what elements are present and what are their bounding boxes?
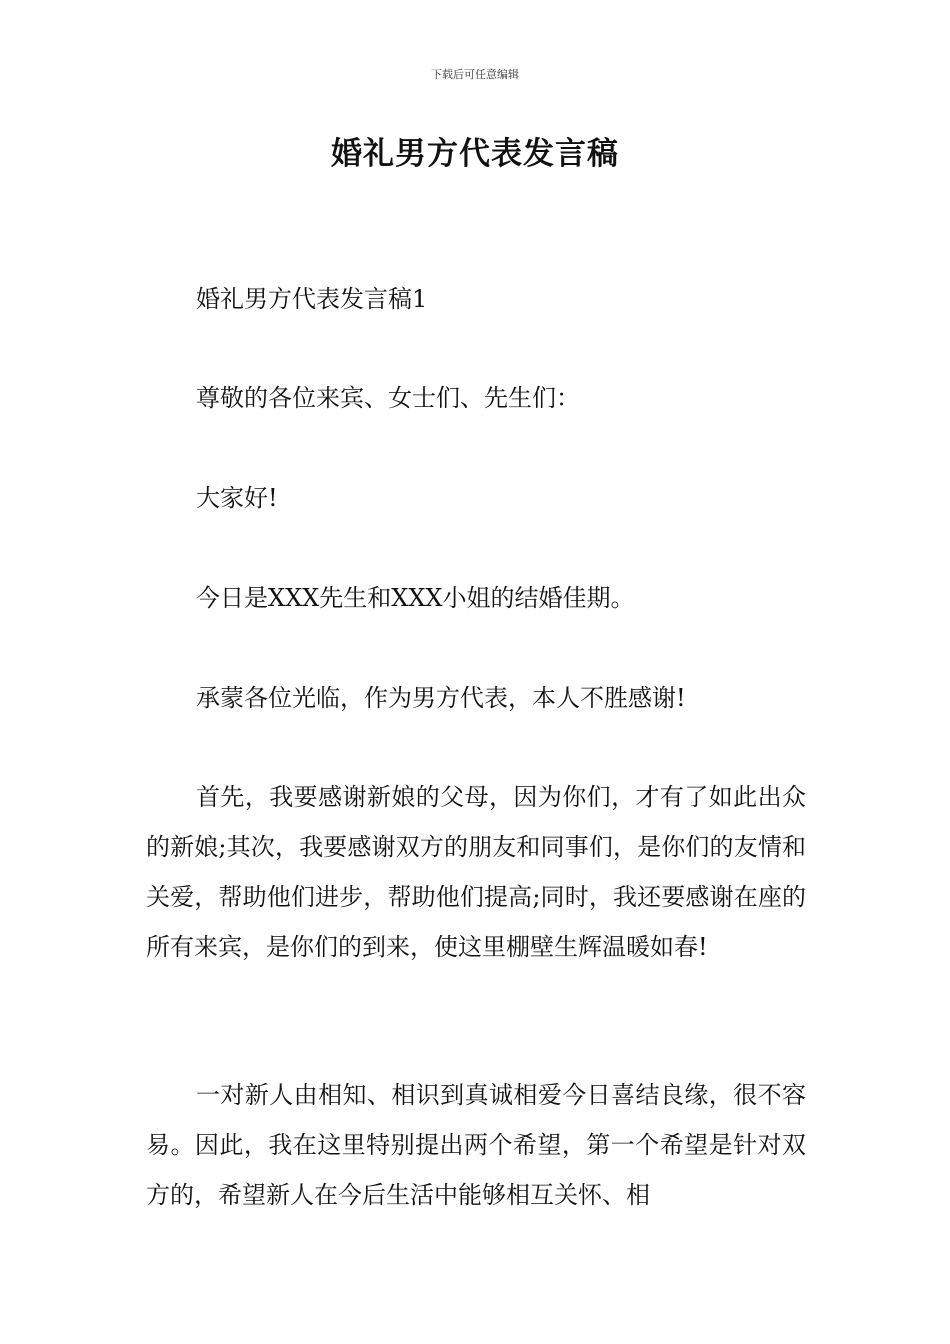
greeting-paragraph: 大家好! — [196, 484, 278, 512]
wishes-paragraph: 一对新人由相知、相识到真诚相爱今日喜结良缘，很不容易。因此，我在这里特别提出两个希望，第一个希望是针对双方的，希望新人在今后生活中能够相互关怀、相 — [146, 1081, 806, 1209]
thanks-paragraph: 承蒙各位光临，作为男方代表，本人不胜感谢! — [196, 684, 686, 712]
salutation-paragraph: 尊敬的各位来宾、女士们、先生们： — [196, 384, 580, 412]
gratitude-paragraph: 首先，我要感谢新娘的父母，因为你们，才有了如此出众的新娘;其次，我要感谢双方的朋友和同事们，是你们的友情和关爱，帮助他们进步，帮助他们提高;同时，我还要感谢在座的所有来宾，是你们的到来，使这里棚壁生辉温暖如春! — [146, 783, 806, 961]
section-heading: 婚礼男方代表发言稿1 — [196, 285, 428, 313]
occasion-paragraph: 今日是XXX先生和XXX小姐的结婚佳期。 — [196, 584, 635, 612]
header-note: 下载后可任意编辑 — [431, 68, 519, 81]
document-title: 婚礼男方代表发言稿 — [331, 136, 619, 172]
